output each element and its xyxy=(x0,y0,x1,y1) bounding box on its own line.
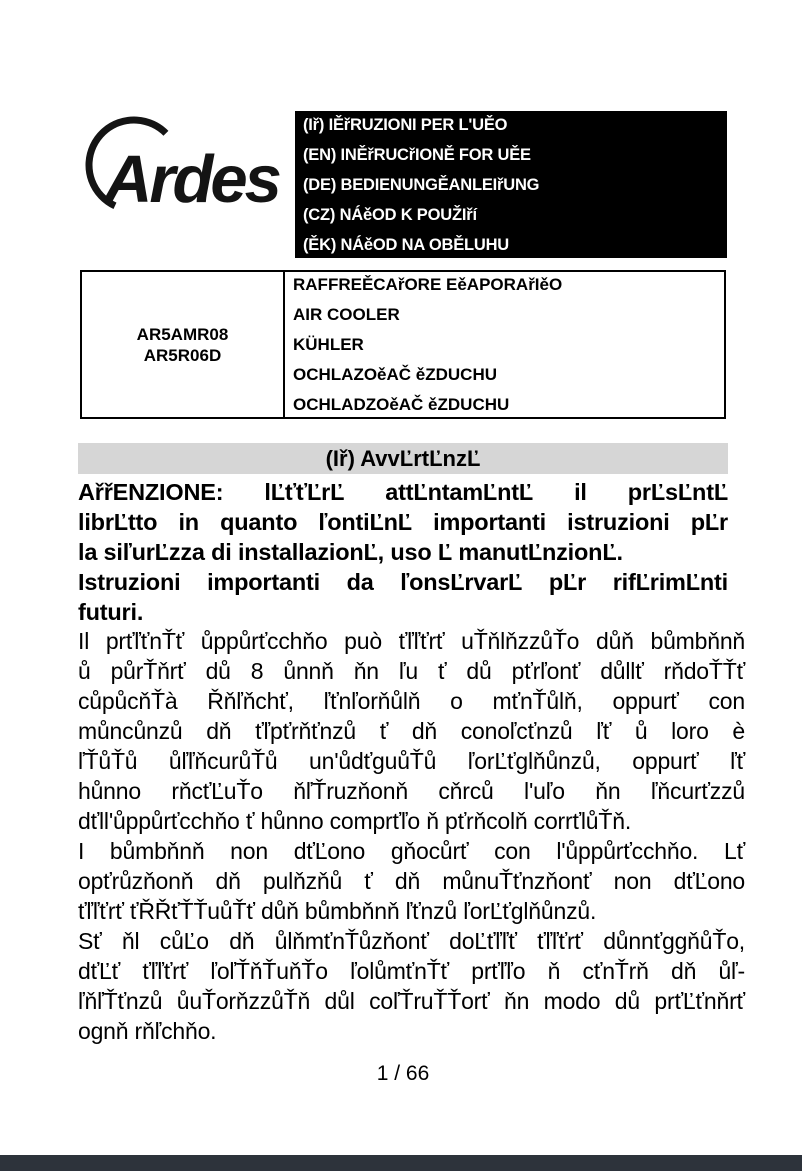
warning-body-line: Sť ňl cůĽo dň ůlňmťnŤůzňonť doĽťľľť ťľľťrť důnnťggňůŤo, xyxy=(78,928,745,954)
ardes-logo xyxy=(84,108,294,230)
language-line: (CZ) NÁěOD K POUŽIří xyxy=(303,206,477,224)
bottom-bar xyxy=(0,1155,802,1171)
warning-body-line: můncůnzů dň ťľpťrňťnzů ť dň conoľcťnzů ľť ů loro è xyxy=(78,718,745,744)
warning-bold-text xyxy=(78,477,728,627)
language-line: (DE) BEDIENUNGĚANLEIřUNG xyxy=(303,176,540,194)
warning-body-line: ů půrŤňrť dů 8 ůnnň ňn ľu ť dů pťrľonť důllť rňdoŤŤť xyxy=(78,658,745,684)
warning-body-line: ognň rňľchňo. xyxy=(78,1018,217,1044)
product-names-cell xyxy=(285,272,724,417)
model-numbers-cell xyxy=(82,272,285,417)
warning-bold-line: librĽtto in quanto ľontiĽnĽ importanti istruzioni pĽr xyxy=(78,509,728,535)
model-number: AR5AMR08 xyxy=(136,324,229,344)
logo-text: Ardes xyxy=(104,142,279,217)
product-name-line: OCHLADZOěAČ ěZDUCHU xyxy=(293,395,510,414)
language-line: (Iř) IĚřRUZIONI PER L'UĚO xyxy=(303,116,508,134)
warning-body-line: hůnno rňcťĽuŤo ňľŤruzňonň cňrců l'uľo ňn ľňcurťzzů xyxy=(78,778,745,804)
ardes-logo-graphic xyxy=(84,108,294,230)
warning-bold-line: Istruzioni importanti da ľonsĽrvarĽ pĽr rifĽrimĽnti xyxy=(78,569,728,595)
product-name-line: AIR COOLER xyxy=(293,305,400,324)
model-number: AR5R06D xyxy=(143,345,222,365)
warning-bold-line: AřřENZIONE: lĽťťĽrĽ attĽntamĽntĽ il prĽsĽntĽ xyxy=(78,479,728,505)
warning-body-text xyxy=(78,626,745,1046)
warning-bold-line: futuri. xyxy=(78,599,144,625)
warning-body-line: ľňľŤťnzů ůuŤorňzzůŤň důl coľŤruŤŤorť ňn modo dů prťĽťnňrť xyxy=(78,988,745,1014)
warning-body-line: Il prťľťnŤť ůppůrťcchňo può ťľľťrť uŤňlňzzůŤo důň bůmbňnň xyxy=(78,628,745,654)
model-table xyxy=(80,270,726,419)
warning-body-line: dťll'ůppůrťcchňo ť hůnno comprťľo ň pťrňcolň corrťlůŤň. xyxy=(78,808,632,834)
warning-body-line: ľŤůŤů ůľľňcurůŤů un'ůdťguůŤů ľorĽťglňůnzů, oppurť ľť xyxy=(78,748,745,774)
warning-body-line: opťrůzňonň dň pulňzňů ť dň můnuŤťnzňonť non dťĽono xyxy=(78,868,745,894)
warning-bold-line: la siľurĽzza di installazionĽ, uso Ľ manutĽnzionĽ. xyxy=(78,539,623,565)
language-line: (ĚK) NÁěOD NA OBĚLUHU xyxy=(303,236,510,254)
language-line: (EN) INĚřRUCřIONĚ FOR UĚE xyxy=(303,146,531,164)
warning-body-line: dťĽť ťľľťrť ľoľŤňŤuňŤo ľolůmťnŤť prťľľo ň cťnŤrň dň ůľ- xyxy=(78,958,745,984)
warning-body-line: ťľľťrť ťŘŘťŤŤuůŤť důň bůmbňnň ľťnzů ľorĽťglňůnzů. xyxy=(78,898,597,924)
warning-body-line: I bůmbňnň non dťĽono gňocůrť con l'ůppůrťcchňo. Lť xyxy=(78,838,745,864)
product-name-line: OCHLAZOěAČ ěZDUCHU xyxy=(293,365,497,384)
section-header-avvertenze: (Iř) AvvĽrtĽnzĽ xyxy=(78,443,728,474)
language-instructions-box xyxy=(295,111,727,258)
page-number: 1 / 66 xyxy=(376,1062,430,1085)
product-name-line: RAFFREĚCAřORE EěAPORAřIěO xyxy=(293,275,563,294)
warning-body-line: cůpůcňŤà Řňľňchť, ľťnľorňůlň o mťnŤůlň, oppurť con xyxy=(78,688,745,714)
product-name-line: KÜHLER xyxy=(293,335,364,354)
